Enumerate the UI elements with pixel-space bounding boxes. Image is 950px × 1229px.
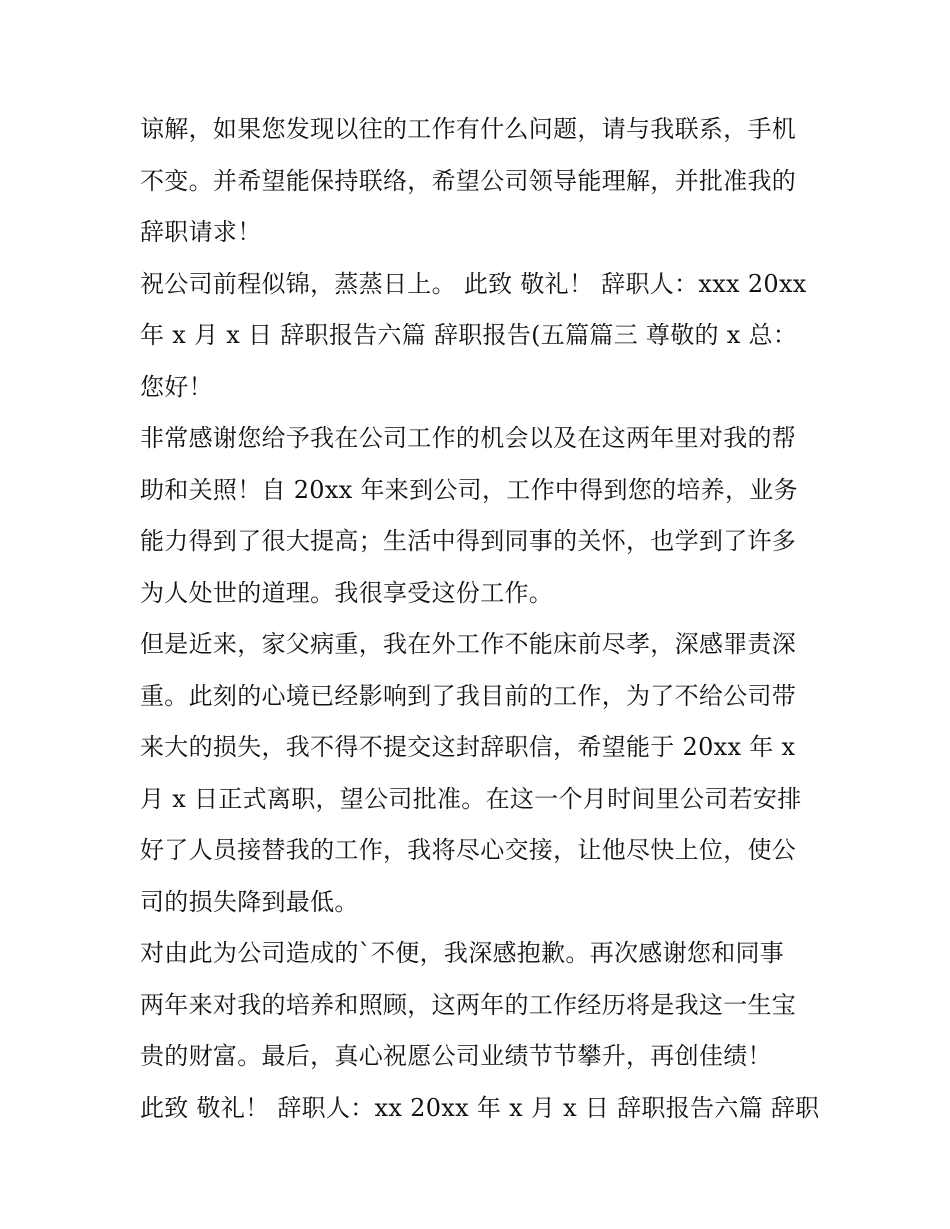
text-line: 来大的损失，我不得不提交这封辞职信，希望能于 20xx 年 x [140, 733, 796, 761]
text-line: 您好！ [140, 372, 213, 401]
text-line: 年 x 月 x 日 辞职报告六篇 辞职报告(五篇篇三 尊敬的 x 总： [140, 321, 798, 349]
document-body [140, 104, 820, 1134]
text-line: 对由此为公司造成的`不便，我深感抱歉。再次感谢您和同事 [140, 939, 785, 967]
text-line: 非常感谢您给予我在公司工作的机会以及在这两年里对我的帮 [140, 424, 797, 452]
text-line: 祝公司前程似锦，蒸蒸日上。 此致 敬礼！ 辞职人：xxx 20xx [140, 269, 807, 298]
text-line: 谅解，如果您发现以往的工作有什么问题，请与我联系，手机 [140, 115, 797, 143]
text-line: 不变。并希望能保持联络，希望公司领导能理解，并批准我的 [140, 166, 797, 195]
text-line: 司的损失降到最低。 [140, 887, 359, 916]
text-line: 月 x 日正式离职，望公司批准。在这一个月时间里公司若安排 [140, 784, 802, 813]
text-line: 但是近来，家父病重，我在外工作不能床前尽孝，深感罪责深 [140, 630, 797, 658]
text-line: 两年来对我的培养和照顾，这两年的工作经历将是我这一生宝 [140, 990, 797, 1019]
text-line: 能力得到了很大提高；生活中得到同事的关怀，也学到了许多 [140, 527, 797, 555]
text-line: 助和关照！自 20xx 年来到公司，工作中得到您的培养，业务 [140, 475, 798, 504]
text-line: 此致 敬礼！ 辞职人：xx 20xx 年 x 月 x 日 辞职报告六篇 辞职 [140, 1093, 820, 1122]
text-line: 贵的财富。最后，真心祝愿公司业绩节节攀升，再创佳绩！ [140, 1042, 772, 1070]
text-line: 好了人员接替我的工作，我将尽心交接，让他尽快上位，使公 [140, 836, 797, 864]
text-line: 重。此刻的心境已经影响到了我目前的工作，为了不给公司带 [140, 681, 797, 710]
text-line: 为人处世的道理。我很享受这份工作。 [140, 578, 554, 607]
text-line: 辞职请求！ [140, 218, 262, 246]
